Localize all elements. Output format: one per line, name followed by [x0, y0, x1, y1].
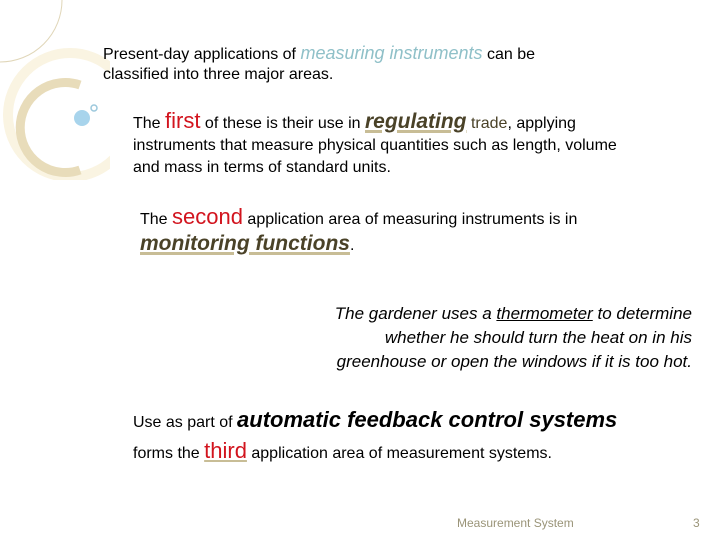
first-line-2: instruments that measure physical quantities such as length, volume — [133, 137, 617, 154]
text: Present-day applications of — [103, 46, 301, 63]
highlight-first: first — [165, 108, 201, 133]
highlight-third: third — [204, 438, 247, 463]
text: to determine — [592, 304, 692, 323]
example-line-1 — [335, 302, 692, 326]
text: forms the — [133, 445, 205, 462]
text: application area of measurement systems. — [246, 445, 552, 462]
highlight-measuring-instruments: measuring instruments — [300, 43, 483, 63]
text: . — [349, 237, 355, 254]
text: application area of measuring instruments is in — [242, 211, 578, 228]
third-line-1 — [133, 409, 617, 434]
second-line-2 — [140, 233, 354, 257]
intro-line-1 — [103, 42, 535, 66]
text: Use as part of — [133, 414, 238, 431]
second-line-1 — [140, 206, 577, 231]
intro-line-2: classified into three major areas. — [103, 66, 334, 83]
footer-title: Measurement System — [457, 516, 574, 530]
decorative-circles — [0, 0, 110, 180]
text: trade — [466, 115, 508, 132]
example-line-3: greenhouse or open the windows if it is too hot. — [336, 352, 692, 371]
first-line-1 — [133, 110, 576, 135]
text: The — [133, 115, 166, 132]
third-line-2 — [133, 440, 552, 465]
page-number: 3 — [693, 516, 700, 530]
first-line-3: and mass in terms of standard units. — [133, 159, 391, 176]
example-line-2: whether he should turn the heat on in his — [384, 328, 692, 347]
text: can be — [482, 46, 536, 63]
text: The gardener uses a — [334, 304, 497, 323]
text: The — [140, 211, 173, 228]
highlight-regulating: regulating — [365, 110, 467, 133]
highlight-second: second — [172, 204, 243, 229]
thermometer: thermometer — [496, 304, 593, 323]
highlight-monitoring-functions: monitoring functions — [140, 232, 350, 255]
highlight-automatic-feedback: automatic feedback control systems — [237, 407, 618, 432]
text: , applying — [507, 115, 576, 132]
text: of these is their use in — [200, 115, 365, 132]
